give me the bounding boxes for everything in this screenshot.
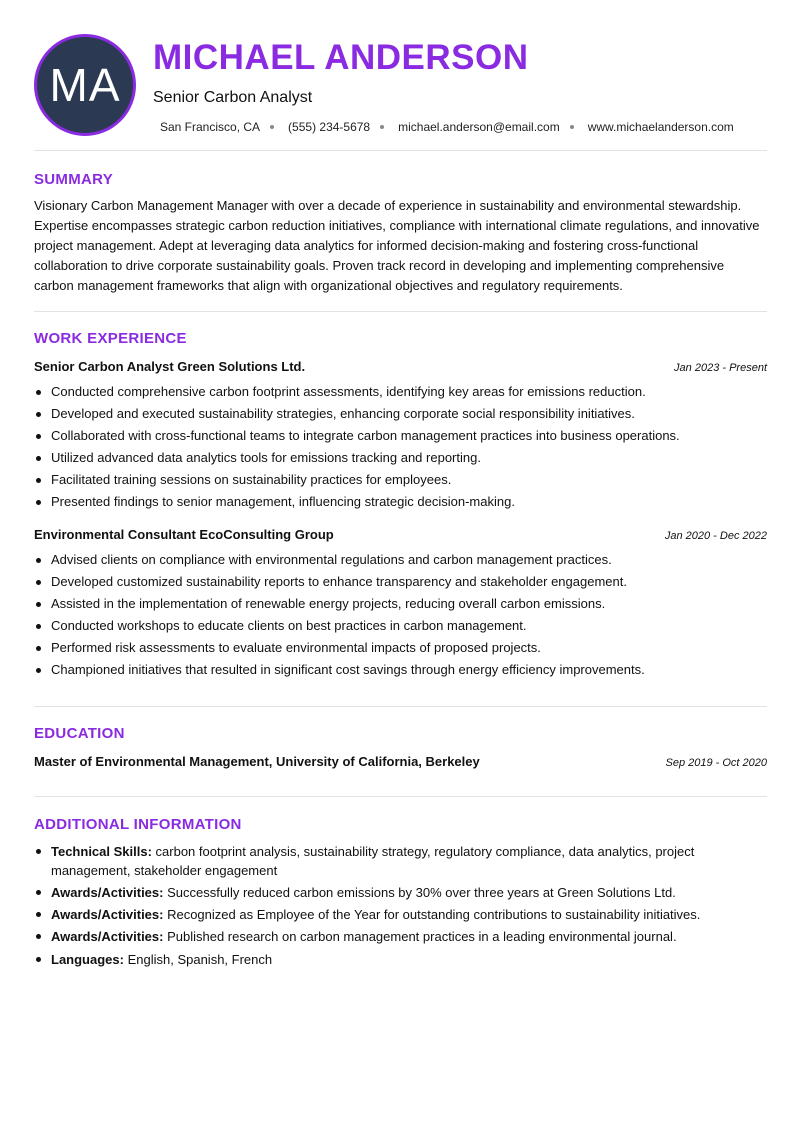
job-header	[34, 527, 767, 542]
info-text: Published research on carbon management practices in a leading environmental journal.	[163, 929, 677, 944]
work-experience-heading: WORK EXPERIENCE	[34, 330, 187, 347]
info-label: Awards/Activities:	[51, 907, 164, 922]
list-item	[34, 950, 767, 969]
job-header	[34, 359, 767, 374]
divider	[34, 796, 767, 797]
contact-bar	[160, 120, 734, 134]
list-item	[34, 905, 767, 924]
avatar	[34, 34, 136, 136]
separator-dot-icon	[570, 125, 574, 129]
list-item: Performed risk assessments to evaluate environmental impacts of proposed projects.	[34, 637, 767, 659]
additional-information-heading: ADDITIONAL INFORMATION	[34, 816, 242, 833]
job-bullets	[34, 549, 767, 681]
list-item: Championed initiatives that resulted in significant cost savings through energy efficiency improvements.	[34, 659, 767, 681]
list-item	[34, 927, 767, 946]
list-item: Utilized advanced data analytics tools for emissions tracking and reporting.	[34, 447, 767, 469]
separator-dot-icon	[380, 125, 384, 129]
list-item: Conducted comprehensive carbon footprint assessments, identifying key areas for emissions reduction.	[34, 381, 767, 403]
divider	[34, 150, 767, 151]
resume-header	[0, 0, 800, 150]
info-label: Languages:	[51, 952, 124, 967]
info-label: Awards/Activities:	[51, 885, 164, 900]
avatar-initials: MA	[49, 59, 121, 111]
list-item: Facilitated training sessions on sustainability practices for employees.	[34, 469, 767, 491]
job-title: Senior Carbon Analyst Green Solutions Ltd.	[34, 359, 306, 374]
list-item: Assisted in the implementation of renewable energy projects, reducing overall carbon emissions.	[34, 593, 767, 615]
additional-information-list	[34, 842, 767, 972]
contact-location: San Francisco, CA	[160, 120, 261, 134]
list-item: Advised clients on compliance with environmental regulations and carbon management practices.	[34, 549, 767, 571]
info-label: Awards/Activities:	[51, 929, 164, 944]
contact-phone: (555) 234-5678	[288, 120, 371, 134]
list-item	[34, 883, 767, 902]
candidate-title: Senior Carbon Analyst	[153, 89, 313, 106]
contact-email[interactable]: michael.anderson@email.com	[398, 120, 560, 134]
list-item: Developed and executed sustainability strategies, enhancing corporate social responsibility initiatives.	[34, 403, 767, 425]
education-degree: Master of Environmental Management, University of California, Berkeley	[34, 754, 480, 769]
list-item: Developed customized sustainability reports to enhance transparency and stakeholder engagement.	[34, 571, 767, 593]
info-text: English, Spanish, French	[123, 952, 273, 967]
list-item: Collaborated with cross-functional teams to integrate carbon management practices into business operations.	[34, 425, 767, 447]
summary-heading: SUMMARY	[34, 171, 114, 188]
info-text: Recognized as Employee of the Year for outstanding contributions to sustainability initiatives.	[163, 907, 701, 922]
education-heading: EDUCATION	[34, 725, 125, 742]
summary-text: Visionary Carbon Management Manager with over a decade of experience in sustainability and environmental stewardship. Expertise encompasses strategic carbon reduction initiatives, compliance with international climate regulations, and innovative project management. Adept at leveraging data analytics for informed decision-making and fostering cross-functional collaboration to drive corporate sustainability goals. Proven track record in developing and implementing comprehensive carbon management frameworks that align with organizational objectives and regulatory requirements.	[34, 198, 760, 293]
info-label: Technical Skills:	[51, 844, 152, 859]
job-dates: Jan 2020 - Dec 2022	[664, 530, 767, 542]
divider	[34, 311, 767, 312]
info-text: carbon footprint analysis, sustainability strategy, regulatory compliance, data analytics, project management, stakeholder engagement	[51, 844, 695, 878]
job-bullets	[34, 381, 767, 513]
list-item	[34, 842, 767, 880]
separator-dot-icon	[270, 125, 274, 129]
education-dates: Sep 2019 - Oct 2020	[665, 757, 767, 769]
list-item: Presented findings to senior management, influencing strategic decision-making.	[34, 491, 767, 513]
list-item: Conducted workshops to educate clients on best practices in carbon management.	[34, 615, 767, 637]
candidate-name: MICHAEL ANDERSON	[153, 38, 529, 77]
job-title: Environmental Consultant EcoConsulting Group	[34, 527, 334, 542]
info-text: Successfully reduced carbon emissions by 30% over three years at Green Solutions Ltd.	[163, 885, 676, 900]
divider	[34, 706, 767, 707]
education-entry	[34, 754, 767, 769]
contact-website[interactable]: www.michaelanderson.com	[587, 120, 734, 134]
job-dates: Jan 2023 - Present	[674, 362, 767, 374]
